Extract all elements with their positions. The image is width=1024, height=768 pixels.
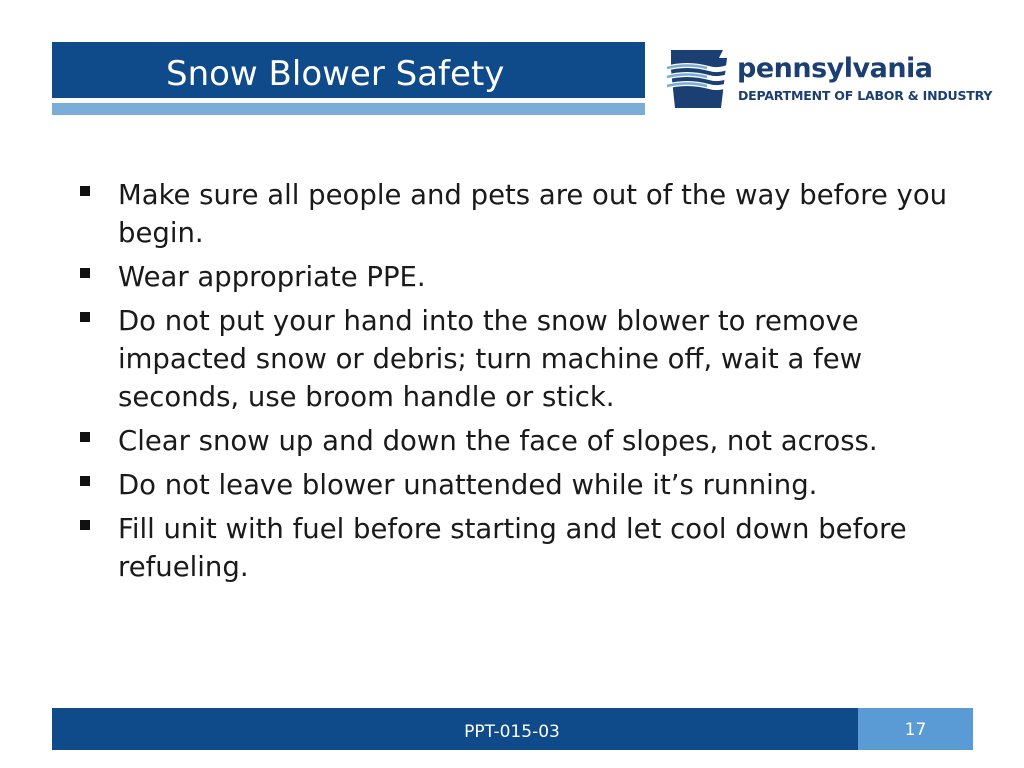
logo-name: pennsylvania [737,53,933,84]
logo-department: DEPARTMENT OF LABOR & INDUSTRY [738,88,993,103]
footer-code: PPT-015-03 [464,722,560,742]
bullet-square-icon [80,312,90,322]
bullet-item [78,176,958,252]
keystone-icon [665,44,729,110]
bullet-text: Do not put your hand into the snow blower to remove impacted snow or debris; turn machine off, wait a few seconds, use broom handle or stick. [118,305,863,413]
bullet-item [78,510,958,586]
pa-logo [665,44,993,114]
bullet-text: Do not leave blower unattended while it’s running. [118,469,818,501]
bullet-text: Wear appropriate PPE. [118,261,426,293]
bullet-square-icon [80,476,90,486]
footer-bar [52,708,858,750]
bullet-item [78,422,958,460]
bullet-square-icon [80,186,90,196]
bullet-text: Make sure all people and pets are out of the way before you begin. [118,179,948,249]
bullet-square-icon [80,520,90,530]
page-number: 17 [904,720,927,740]
slide-title: Snow Blower Safety [166,54,505,94]
bullet-square-icon [80,268,90,278]
title-bar-accent [52,103,645,115]
bullet-item [78,466,958,504]
bullet-item [78,302,958,416]
bullet-list [78,176,958,592]
bullet-text: Clear snow up and down the face of slopes, not across. [118,425,878,457]
bullet-square-icon [80,432,90,442]
bullet-text: Fill unit with fuel before starting and let cool down before refueling. [118,513,907,583]
bullet-item [78,258,958,296]
